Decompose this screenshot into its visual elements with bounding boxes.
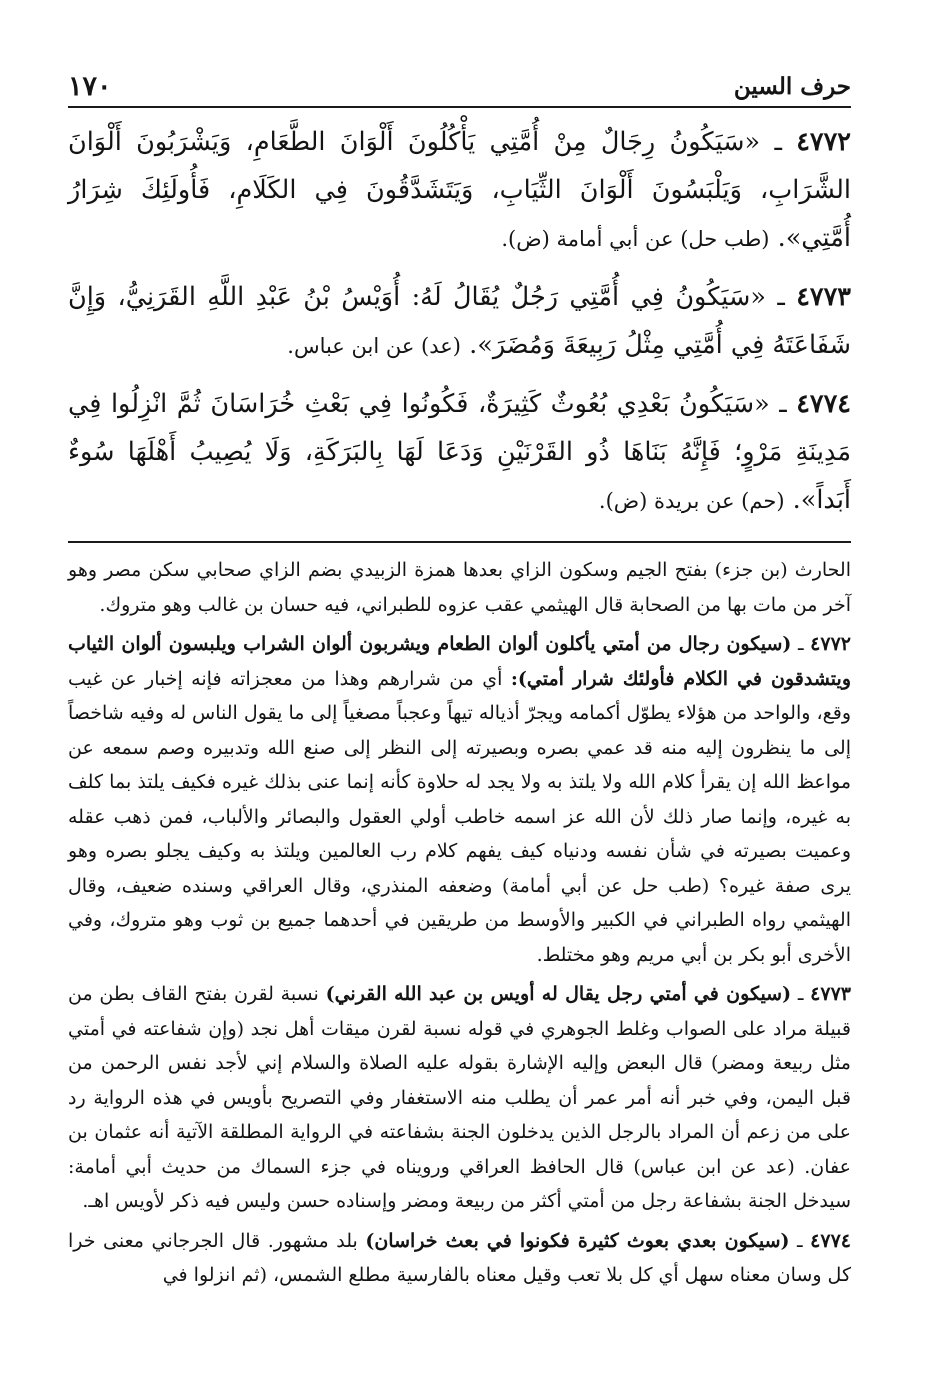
hadith-source: (حم) عن بريدة (ض). — [598, 489, 785, 513]
commentary-paragraph: ٤٧٧٣ ـ (سيكون في أمتي رجل يقال له أويس بن عبد الله القرني) نسبة لقرن بفتح القاف بطن من قبيلة مراد على الصواب وغلط الجوهري في قوله نسبة لقرن ميقات أهل نجد (وإن شفاعته في أمتي مثل ربيعة ومضر) قال البعض وإليه الإشارة بقوله عليه الصلاة والسلام إني لأجد نفس الرحمن من قبل اليمن، وفي خبر أنه أمر عمر أن يطلب منه الاستغفار وفي التصريح بأويس في هذه الرواية رد على من زعم أن المراد بالرجل الذين يدخلون الجنة بشفاعته في الرواية المطلقة الآتية أنه عثمان بن عفان. (عد عن ابن عباس) قال الحافظ العراقي ورويناه في جزء السماك من حديث أبي أمامة: سيدخل الجنة بشفاعة رجل من أمتي أكثر من ربيعة ومضر وإسناده حسن وليس فيه ذكر لأويس اهـ. — [68, 983, 851, 1212]
commentary-number: ٤٧٧٣ — [810, 983, 851, 1005]
commentary-text: أي من شرارهم وهذا من معجزاته فإنه إخبار عن غيب وقع، والواحد من هؤلاء يطوّل أكمامه ويجرّ أذياله تيهاً وعجباً مصغياً إلى ما يقول الناس له وفيه شاخصاً إلى ما ينظرون إليه منه قد عمي بصره وبصيرته إلى النظر إلى صنع الله وتدبيره وصم سمعه عن مواعظ الله إن يقرأ كلام الله ولا يلتذ به ولا يجد له حلاوة كأنه إنما عنى بذلك غيره فكيف يلتذ بما كلف به غيره، وإنما صار ذلك لأن الله عز اسمه خاطب أولي العقول والبصائر والألباب، فمن ذهب عقله وعميت بصيرته في شأن نفسه ودنياه كيف يفهم كلام رب العالمين ويلتذ به وكيف يجلو بصره وهو يرى صفة غيره؟ (طب حل عن أبي أمامة) وضعفه المنذري، وقال العراقي وسنده ضعيف، وقال الهيثمي رواه الطبراني في الكبير والأوسط من طريقين في أحدهما جميع بن ثوب وهو متروك، وفي الأخرى أبو بكر بن أبي مريم وهو مختلط. — [68, 667, 851, 966]
page-number: ١٧٠ — [68, 70, 112, 102]
commentary-lead: (سيكون في أمتي رجل يقال له أويس بن عبد الله القرني) — [325, 983, 792, 1005]
page-header — [68, 66, 851, 108]
hadith-entry: ٤٧٧٢ ـ «سَيَكُونُ رِجَالٌ مِنْ أُمَّتِي يَأْكُلُونَ أَلْوَانَ الطَّعَامِ، وَيَشْرَبُونَ أَلْوَانَ الشَّرَابِ، وَيَلْبَسُونَ أَلْوَانَ الثِّيَابِ، وَيَتَشَدَّقُونَ فِي الكَلَامِ، فَأُولَئِكَ شِرَارُ أُمَّتِي». (طب حل) عن أبي أمامة (ض). — [68, 127, 851, 253]
hadith-entry: ٤٧٧٤ ـ «سَيَكُونُ بَعْدِي بُعُوثٌ كَثِيرَةٌ، فَكُونُوا فِي بَعْثِ خُرَاسَانَ ثُمَّ انْزِلُوا فِي مَدِينَةِ مَرْوٍ؛ فَإِنَّهُ بَنَاهَا ذُو القَرْنَيْنِ وَدَعَا لَهَا بِالبَرَكَةِ، وَلَا يُصِيبُ أَهْلَهَا سُوءٌ أَبَداً». (حم) عن بريدة (ض). — [68, 389, 852, 515]
hadith-text: «سَيَكُونُ رِجَالٌ مِنْ أُمَّتِي يَأْكُلُونَ أَلْوَانَ الطَّعَامِ، وَيَشْرَبُونَ أَلْوَانَ الشَّرَابِ، وَيَلْبَسُونَ أَلْوَانَ الثِّيَابِ، وَيَتَشَدَّقُونَ فِي الكَلَامِ، فَأُولَئِكَ شِرَارُ أُمَّتِي». — [68, 127, 851, 253]
commentary-lead: (سيكون رجال من أمتي يأكلون ألوان الطعام ويشربون ألوان الشراب ويلبسون ألوان الثياب ويتشدقون في الكلام فأولئك شرار أمتي): — [68, 633, 852, 690]
hadith-text: «سَيَكُونُ بَعْدِي بُعُوثٌ كَثِيرَةٌ، فَكُونُوا فِي بَعْثِ خُرَاسَانَ ثُمَّ انْزِلُوا فِي مَدِينَةِ مَرْوٍ؛ فَإِنَّهُ بَنَاهَا ذُو القَرْنَيْنِ وَدَعَا لَهَا بِالبَرَكَةِ، وَلَا يُصِيبُ أَهْلَهَا سُوءٌ أَبَداً». — [68, 389, 851, 515]
chapter-title: حرف السين — [733, 72, 851, 100]
hadith-number: ٤٧٧٣ — [796, 282, 851, 312]
hadith-entry: ٤٧٧٣ ـ «سَيَكُونُ فِي أُمَّتِي رَجُلٌ يُقَالُ لَهُ: أُوَيْسُ بْنُ عَبْدِ اللَّهِ القَرَنِيُّ، وَإِنَّ شَفَاعَتَهُ فِي أُمَّتِي مِثْلُ رَبِيعَةَ وَمُضَرَ». (عد) عن ابن عباس. — [68, 282, 851, 360]
commentary-section — [68, 553, 851, 1293]
hadith-list — [68, 118, 851, 525]
commentary-lead: (سيكون بعدي بعوث كثيرة فكونوا في بعث خراسان) — [365, 1229, 790, 1252]
hadith-number: ٤٧٧٢ — [796, 127, 851, 157]
commentary-paragraph — [68, 553, 851, 622]
hadith-source: (طب حل) عن أبي أمامة (ض). — [501, 227, 770, 251]
commentary-paragraph: ٤٧٧٢ ـ (سيكون رجال من أمتي يأكلون ألوان الطعام ويشربون ألوان الشراب ويلبسون ألوان الثياب ويتشدقون في الكلام فأولئك شرار أمتي): أي من شرارهم وهذا من معجزاته فإنه إخبار عن غيب وقع، والواحد من هؤلاء يطوّل أكمامه ويجرّ أذياله تيهاً وعجباً مصغياً إلى ما يقول الناس له وفيه شاخصاً إلى ما ينظرون إليه منه قد عمي بصره وبصيرته إلى النظر إلى صنع الله وتدبيره وصم سمعه عن مواعظ الله إن يقرأ كلام الله ولا يلتذ به ولا يجد له حلاوة كأنه إنما عنى بذلك غيره فكيف يلتذ بما كلف به غيره، وإنما صار ذلك لأن الله عز اسمه خاطب أولي العقول والبصائر والألباب، فمن ذهب عقله وعميت بصيرته في شأن نفسه ودنياه كيف يفهم كلام رب العالمين ويلتذ به وكيف يجلو بصره وهو يرى صفة غيره؟ (طب حل عن أبي أمامة) وضعفه المنذري، وقال العراقي وسنده ضعيف، وقال الهيثمي رواه الطبراني في الكبير والأوسط من طريقين في أحدهما جميع بن ثوب وهو متروك، وفي الأخرى أبو بكر بن أبي مريم وهو مختلط. — [68, 633, 852, 966]
hadith-text: «سَيَكُونُ فِي أُمَّتِي رَجُلٌ يُقَالُ لَهُ: أُوَيْسُ بْنُ عَبْدِ اللَّهِ القَرَنِيُّ، وَإِنَّ شَفَاعَتَهُ فِي أُمَّتِي مِثْلُ رَبِيعَةَ وَمُضَرَ». — [68, 282, 851, 360]
commentary-text: الحارث (بن جزء) بفتح الجيم وسكون الزاي بعدها همزة الزبيدي بضم الزاي صحابي سكن مصر وهو آخر من مات بها من الصحابة قال الهيثمي عقب عزوه للطبراني، فيه حسان بن غالب وهو متروك. — [68, 559, 851, 616]
book-page — [68, 66, 851, 1354]
commentary-number: ٤٧٧٢ — [810, 633, 851, 655]
commentary-text: نسبة لقرن بفتح القاف بطن من قبيلة مراد على الصواب وغلط الجوهري في قوله نسبة لقرن ميقات أهل نجد (وإن شفاعته في أمتي مثل ربيعة ومضر) قال البعض وإليه الإشارة بقوله عليه الصلاة والسلام إني لأجد نفس الرحمن من قبل اليمن، وفي خبر أنه أمر عمر أن يطلب منه الاستغفار وفي التصريح بأويس في هذه الرواية رد على من زعم أن المراد بالرجل الذين يدخلون الجنة بشفاعته في الرواية المطلقة الآتية أنه عثمان بن عفان. (عد عن ابن عباس) قال الحافظ العراقي ورويناه في جزء السماك من حديث أبي أمامة: سيدخل الجنة بشفاعة رجل من أمتي أكثر من ربيعة ومضر وإسناده حسن وليس فيه ذكر لأويس اهـ. — [68, 983, 851, 1212]
commentary-text: بلد مشهور. قال الجرجاني معنى خرا كل وسان معناه سهل أي كل بلا تعب وقيل معناه بالفارسية مطلع الشمس، (ثم انزلوا في — [68, 1229, 851, 1286]
commentary-paragraph: ٤٧٧٤ ـ (سيكون بعدي بعوث كثيرة فكونوا في بعث خراسان) بلد مشهور. قال الجرجاني معنى خرا كل وسان معناه سهل أي كل بلا تعب وقيل معناه بالفارسية مطلع الشمس، (ثم انزلوا في — [68, 1229, 851, 1286]
hadith-number: ٤٧٧٤ — [796, 389, 852, 419]
section-divider — [68, 541, 851, 543]
hadith-source: (عد) عن ابن عباس. — [287, 334, 461, 358]
commentary-number: ٤٧٧٤ — [810, 1229, 851, 1252]
